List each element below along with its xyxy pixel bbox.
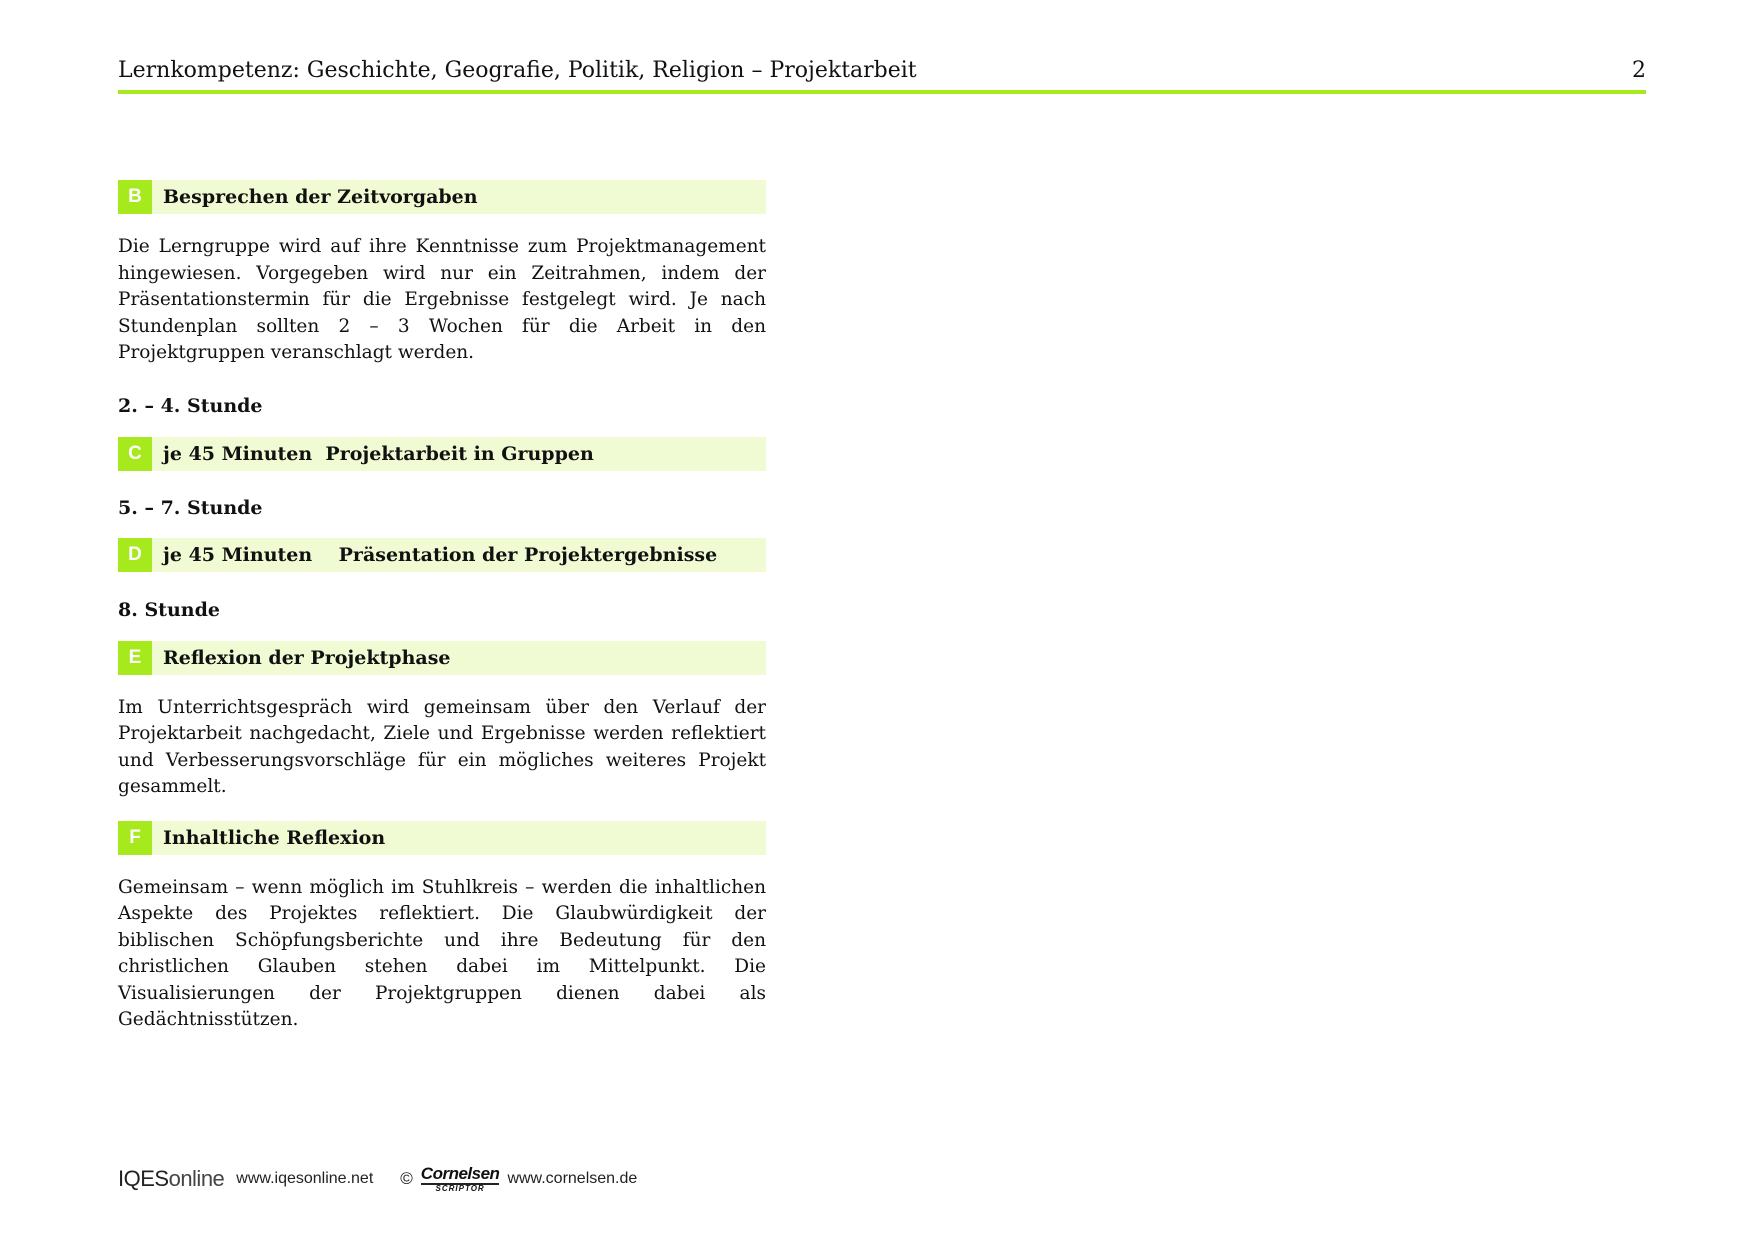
section-e-text: Im Unterrichtsgespräch wird gemeinsam über den Verlauf der Projektarbeit nachgedacht, Ziele und Ergebnisse werden reflektiert und Verbesserungsvorschläge für ein mögliches weiteres Projekt gesammelt.: [118, 696, 766, 797]
section-title: Inhaltliche Reflexion: [163, 826, 386, 849]
copyright-symbol: ©: [400, 1169, 413, 1188]
iqes-url[interactable]: www.iqesonline.net: [236, 1170, 374, 1187]
section-title: je 45 Minuten Projektarbeit in Gruppen: [163, 442, 594, 465]
section-b-heading: [118, 180, 766, 214]
iqes-logo-main: IQES: [118, 1166, 169, 1191]
lesson-hours-2-4: 2. – 4. Stunde: [118, 394, 263, 417]
section-title: Reflexion der Projektphase: [163, 646, 451, 669]
section-title: je 45 Minuten Präsentation der Projektergebnisse: [163, 543, 718, 566]
section-c-heading: [118, 437, 766, 471]
header-title: Lernkompetenz: Geschichte, Geografie, Politik, Religion – Projektarbeit: [118, 58, 917, 83]
section-letter-badge: C: [118, 437, 152, 471]
lesson-hours-8: 8. Stunde: [118, 598, 220, 621]
section-d-heading: [118, 538, 766, 572]
section-b-text: Die Lerngruppe wird auf ihre Kenntnisse zum Projektmanagement hingewiesen. Vorgegeben wird nur ein Zeitrahmen, indem der Präsentationstermin für die Ergebnisse festgelegt wird. Je nach Stundenplan sollten 2 – 3 Wochen für die Arbeit in den Projektgruppen veranschlagt werden.: [118, 236, 766, 363]
section-title: Besprechen der Zeitvorgaben: [163, 186, 478, 208]
iqes-logo: [118, 1166, 224, 1192]
iqes-logo-sub: online: [168, 1166, 225, 1191]
main-content: [118, 180, 766, 1034]
page-number: 2: [1632, 58, 1646, 83]
lesson-hours-5-7: 5. – 7. Stunde: [118, 496, 263, 519]
section-letter-badge: E: [118, 641, 152, 675]
cornelsen-logo: [421, 1165, 500, 1193]
cornelsen-logo-sub: SCRIPTOR: [435, 1184, 485, 1193]
cornelsen-url[interactable]: www.cornelsen.de: [507, 1170, 638, 1187]
cornelsen-logo-main: Cornelsen: [420, 1164, 500, 1183]
section-letter-badge: B: [118, 180, 152, 214]
section-f-heading: [118, 821, 766, 855]
section-f-text: Gemeinsam – wenn möglich im Stuhlkreis – werden die inhaltlichen Aspekte des Projektes reflektiert. Die Glaubwürdigkeit der biblischen Schöpfungsberichte und ihre Bedeutung für den christlichen Glauben stehen dabei im Mittelpunkt. Die Visualisierungen der Projektgruppen dienen dabei als Gedächtnisstützen.: [118, 876, 766, 1030]
header-rule: [118, 90, 1646, 94]
section-letter-badge: F: [118, 821, 152, 855]
page-footer: [118, 1164, 637, 1194]
section-e-heading: [118, 641, 766, 675]
section-letter-badge: D: [118, 538, 152, 572]
page-header: [118, 55, 1646, 87]
